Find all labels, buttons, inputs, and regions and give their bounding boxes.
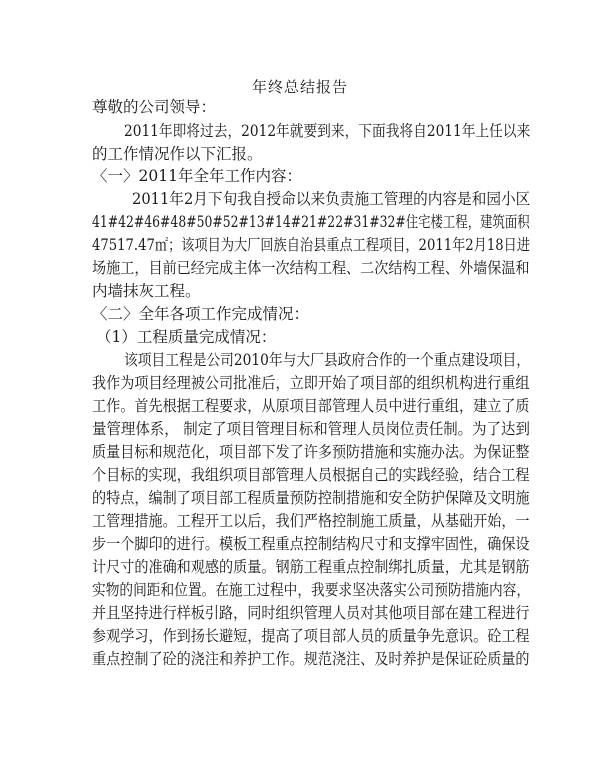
- body-line: 2011年即将过去，2012年就要到来，下面我将自2011年上任以来: [124, 122, 531, 140]
- body-line: 41#42#46#48#50#52#13#14#21#22#31#32#住宅楼工程，建筑面积: [92, 213, 530, 231]
- body-line: 步一个脚印的进行。模板工程重点控制结构尺寸和支撑牢固性，确保设: [92, 535, 530, 553]
- body-line: 重点控制了砼的浇注和养护工作。规范浇注、及时养护是保证砼质量的: [92, 650, 530, 668]
- body-line: 并且坚持进行样板引路，同时组织管理人员对其他项目部在建工程进行: [92, 604, 530, 622]
- body-line: 我作为项目经理被公司批准后，立即开始了项目部的组织机构进行重组: [92, 374, 530, 392]
- body-line: 质量目标和规范化，项目部下发了许多预防措施和实施办法。为保证整: [92, 443, 530, 461]
- body-line: 场施工，目前已经完成主体一次结构工程、二次结构工程、外墙保温和: [92, 259, 530, 277]
- body-line: 的特点，编制了项目部工程质量预防控制措施和安全防护保障及文明施: [92, 489, 530, 507]
- body-line: 个目标的实现，我组织项目部管理人员根据自己的实践经验，结合工程: [92, 466, 530, 484]
- body-line: 工管理措施。工程开工以后，我们严格控制施工质量，从基础开始，一: [92, 512, 530, 530]
- body-line: 计尺寸的准确和观感的质量。钢筋工程重点控制绑扎质量，尤其是钢筋: [92, 558, 530, 576]
- body-line: 该项目工程是公司2010年与大厂县政府合作的一个重点建设项目，: [124, 351, 530, 369]
- section-heading: 〈一〉2011年全年工作内容：: [92, 167, 302, 185]
- body-line: 工作。首先根据工程要求，从原项目部管理人员中进行重组，建立了质: [92, 397, 530, 415]
- body-line: 内墙抹灰工程。: [92, 282, 201, 300]
- subsection-heading: （1）工程质量完成情况：: [96, 328, 277, 346]
- body-line: 2011年2月下旬我自授命以来负责施工管理的内容是和园小区: [132, 190, 531, 208]
- section-heading: 〈二〉全年各项工作完成情况：: [92, 305, 310, 323]
- body-line: 实物的间距和位置。在施工过程中，我要求坚决落实公司预防措施内容，: [92, 581, 531, 599]
- body-line: 的工作情况作以下汇报。: [92, 145, 263, 163]
- document-title: 年终总结报告: [251, 78, 348, 96]
- body-line: 47517.47㎡；该项目为大厂回族自治县重点工程项目，2011年2月18日进: [92, 236, 531, 254]
- body-line: 参观学习，作到扬长避短，提高了项目部人员的质量争先意识。砼工程: [92, 627, 530, 645]
- salutation-line: 尊敬的公司领导：: [92, 98, 217, 116]
- body-line: 量管理体系， 制定了项目管理目标和管理人员岗位责任制。为了达到: [92, 420, 530, 438]
